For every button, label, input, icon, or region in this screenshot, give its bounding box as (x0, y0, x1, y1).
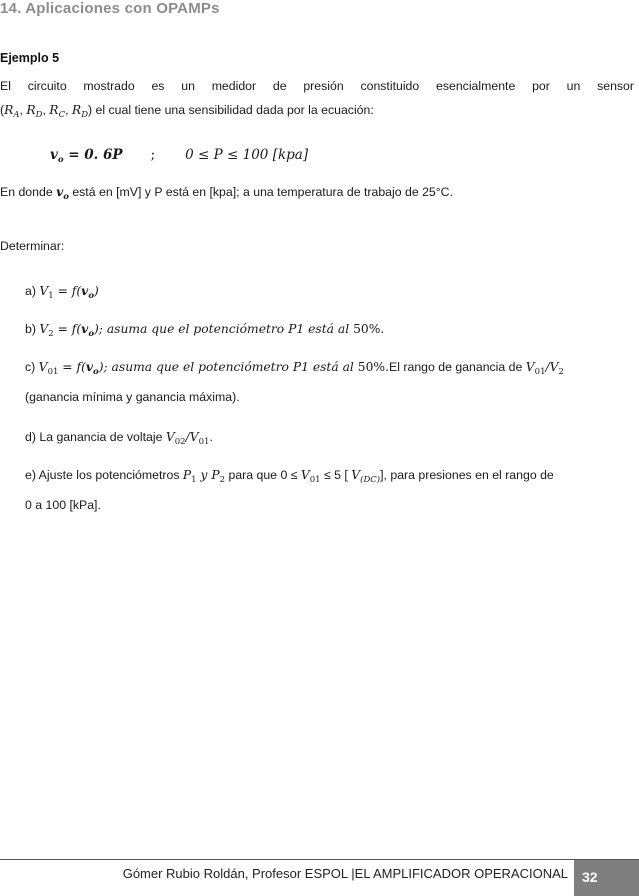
determinar-label: Determinar: (0, 239, 65, 253)
page-number: 32 (574, 860, 639, 896)
item-b: b) $V_2 = f(v_o)$; asuma que el potenciómetro P1 está al 50%. (25, 321, 385, 339)
footer-divider (0, 859, 639, 860)
pressure-range: 0 ≤ P ≤ 100 [kpa] (185, 147, 309, 163)
intro-line-1: El circuito mostrado es un medidor de presión constituido esencialmente por un sensor (0, 79, 634, 93)
item-e-line-2: 0 a 100 [kPa]. (25, 498, 101, 512)
item-c-line-2: (ganancia mínima y ganancia máxima). (25, 390, 240, 404)
section-title: 14. Aplicaciones con OPAMPs (0, 0, 220, 17)
footer-text: Gómer Rubio Roldán, Profesor ESPOL |EL AMPLIFICADOR OPERACIONAL (122, 866, 568, 881)
example-heading: Ejemplo 5 (0, 51, 60, 65)
item-e: e) Ajuste los potenciómetros $P_1$ y $P_2$ para que $0 \le V_{01} \le 5$ [ $V_{(DC)}$], para presiones en el rango de (25, 468, 554, 485)
item-c: c) $V_{01} = f(v_o)$; asuma que el potenciómetro P1 está al 50%.El rango de ganancia de $V_{01}/V_2$ (25, 359, 564, 377)
units-sentence: En donde $v_o$ está en [mV] y P está en [kpa]; a una temperatura de trabajo de 25°C. (0, 184, 453, 202)
intro-line-2: ($R_A$, $R_D$, $R_C$, $R_D$) el cual tiene una sensibilidad dada por la ecuación: (0, 103, 374, 120)
item-a: a) $V_1 = f(v_o)$ (25, 283, 99, 301)
sensitivity-equation: $v_o = 0$. 6P ; 0 ≤ P ≤ 100 [kpa] (50, 147, 309, 165)
item-d: d) La ganancia de voltaje $V_{02}/V_{01}$. (25, 430, 213, 447)
